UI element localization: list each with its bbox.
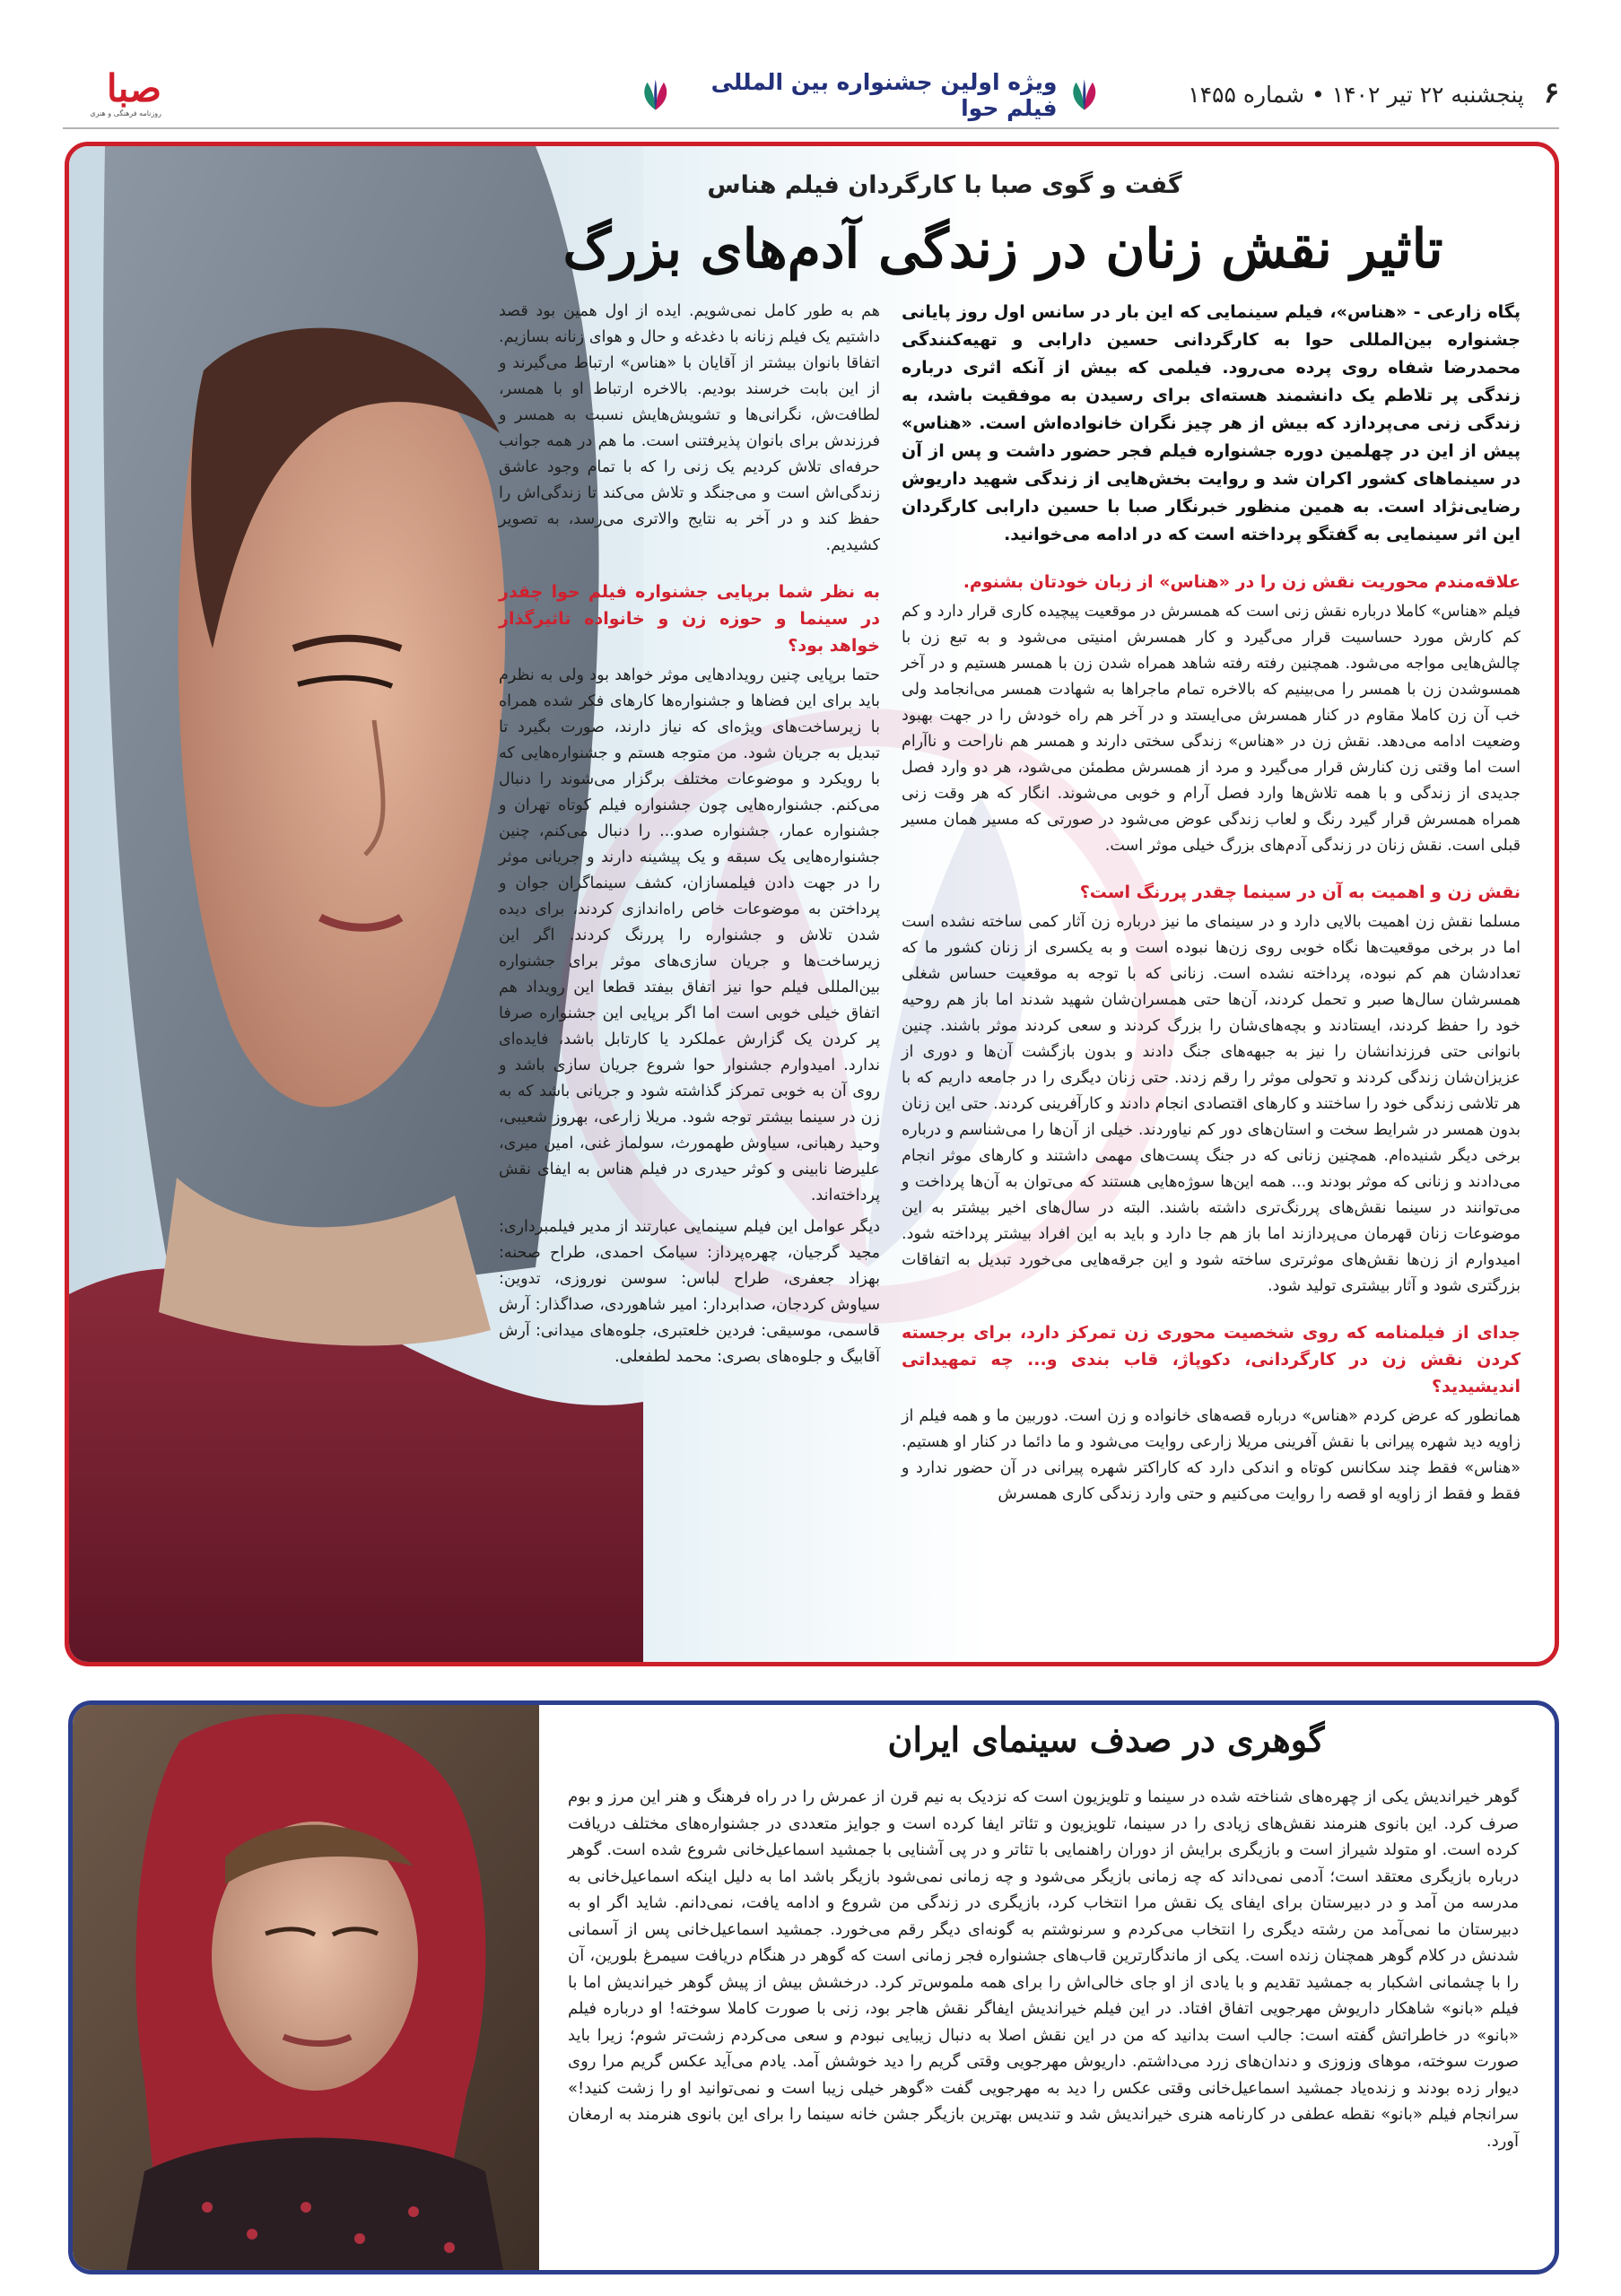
festival-leaf-icon bbox=[1066, 73, 1103, 117]
interview-article bbox=[65, 142, 1559, 1666]
question-2: نقش زن و اهمیت به آن در سینما چقدر پررنگ است؟ bbox=[1079, 883, 1521, 902]
article-headline: تاثیر نقش زنان در زندگی آدم‌های بزرگ bbox=[562, 218, 1443, 281]
answer-4: حتما برپایی چنین رویدادهایی موثر خواهد بود ولی به نظرم باید برای این فضاها و جشنواره‌ها کارهای فکر شده همراه با زیرساخت‌های ویژه‌ای که نیاز دارند، صورت بگیرد تا تبدیل به جریان شود. من متوجه هستم و جشنواره‌هایی که با رویکرد و موضوعات مختلف برگزار می‌شوند را دنبال می‌کنم. جشنواره‌هایی چون جشنواره فیلم کوتاه تهران و جشنواره عمار، جشنواره صدو... را دنبال می‌کنم، چنین جشنواره‌هایی یک سبقه و یک پیشینه دارند و جریانی موثر را در جهت دادن فیلمسازان، کشف سینماگران جوان و پرداختن به موضوعات خاص راه‌اندازی کردند، برای دیده شدن تلاش و جشنواره را پررنگ کردند. اگر این زیرساخت‌ها و جریان سازی‌های موثر برای جشنواره بین‌المللی فیلم حوا نیز اتفاق بیفتد قطعا این رویداد هم اتفاق خیلی خوبی است اما اگر برپایی این جشنواره صرفا پر کردن یک گزارش عملکرد یا کارتابل باشد، فایده‌ای ندارد. امیدوارم جشنوار حوا شروع جریان سازی باشد و روی آن به خوبی تمرکز گذاشته شود و جریانی باشد که به زن در سینما بیشتر توجه شود. مریلا زارعی، بهروز شعیبی، وحید رهبانی، سیاوش طهمورث، سولماز غنی، امین میری، علیرضا نابینی و کوثر حیدری در فیلم هناس به ایفای نقش پرداخته‌اند. bbox=[499, 666, 880, 1205]
issue-info bbox=[1188, 75, 1559, 109]
saba-logo[interactable] bbox=[63, 68, 161, 120]
special-issue-label: ویژه اولین جشنواره بین المللی فیلم حوا bbox=[710, 69, 1058, 121]
article-supertitle: گفت و گوی صبا با کارگردان فیلم هناس bbox=[707, 171, 1182, 199]
sidebar-body: گوهر خیراندیش یکی از چهره‌های شناخته شده در سینما و تلویزیون است که نزدیک به نیم قرن از عمرش را در راه فرهنگ و هنر این مرز و بوم صرف کرد. این بانوی هنرمند نقش‌های زیادی را در سینما، تلویزیون و تئاتر ایفا کرده است و جوایز متعددی در جشنواره‌های مختلف دریافت کرده است. او متولد شیراز است و بازیگری برایش از دوران راهنمایی با تئاتر و در پی آشنایی با جمشید اسماعیل‌خانی شروع شده است. گوهر درباره بازیگری معتقد است؛ آدمی نمی‌داند که چه زمانی بازیگر می‌شود و چه زمانی نمی‌شود بازیگر باشد اما به دلیل اینکه اسماعیل‌خانی به مدرسه من آمد و در دبیرستان برای ایفای یک نقش مرا انتخاب کرد، بازیگری در زندگی من شروع و ادامه یافت، نمی‌دانم. شاید اگر او به دبیرستان ما نمی‌آمد من رشته دیگری را انتخاب می‌کردم و سرنوشتم به گونه‌ای دیگر رقم می‌خورد. جمشید اسماعیل‌خانی پس از آسمانی شدنش در کلام گوهر همچنان زنده است. یکی از ماندگارترین قاب‌های جشنواره فجر زمانی است که گوهر در هنگام دریافت سیمرغ بلورین، آن را با چشمانی اشکبار به جمشید تقدیم و با یادی از او جای خالی‌اش را برای همه ملموس‌تر کرد. درخشش بیش از پیش گوهر خیراندیش اما با فیلم «بانو» شاهکار داریوش مهرجویی اتفاق افتاد. در این فیلم خیراندیش ایفاگر نقش هاجر بود، زنی با صورت کاملا سوخته! او درباره فیلم «بانو» در خاطراتش گفته است: جالب است بدانید که من در این نقش اصلا به دنبال زیبایی نبودم و سعی می‌کردم زشت‌تر شوم؛ زیرا باید صورت سوخته، موهای وزوزی و دندان‌های زرد می‌داشتم. داریوش مهرجویی وقتی گریم را دید خوشش آمد. یادم می‌آید عکس گریم مرا روی دیوار زده بودند و زنده‌یاد جمشید اسماعیل‌خانی وقتی عکس را دید به مهرجویی گفت «گوهر خیلی زیبا است و نمی‌توانید او را زشت کنید!» سرانجام فیلم «بانو» نقطه عطفی در کارنامه هنری خیراندیش شد و تندیس بهترین بازیگر جشن خانه سینما را برای این بانوی هنرمند به ارمغان آورد. bbox=[568, 1787, 1519, 2151]
answer-3: همانطور که عرض کردم «هناس» درباره قصه‌های خانواده و زن است. دوربین ما و همه فیلم از زاویه دید شهره پیرانی با نقش آفرینی مریلا زارعی روایت می‌شود و ما دائما در کنار او هستیم. «هناس» فقط چند سکانس کوتاه و اندکی دارد که کاراکتر شهره پیرانی در آن حضور ندارد و فقط و فقط از زاویه او قصه را روایت می‌کنیم و حتی وارد زندگی کاری همسرش bbox=[902, 1407, 1521, 1503]
profile-sidebar bbox=[68, 1700, 1559, 2274]
logo-subtitle: روزنامه فرهنگی و هنری bbox=[90, 109, 161, 117]
question-4: به نظر شما برپایی جشنواره فیلم حوا چقدر در سینما و حوزه زن و خانواده تاثیرگذار خواهد بود؟ bbox=[499, 582, 880, 656]
logo-wordmark: صبا bbox=[106, 66, 161, 110]
article-column-right bbox=[902, 299, 1521, 1513]
goohar-kheirandish-photo bbox=[73, 1705, 539, 2270]
answer-1: فیلم «هناس» کاملا درباره نقش زنی است که همسرش در موقعیت پیچیده کاری قرار دارد و کم کم کارش مورد حساسیت قرار می‌گیرد و کار همسرش امنیتی می‌شود و به تبع زن با چالش‌هایی مواجه می‌شود. همچنین رفته رفته شاهد همراه شدن زن با همسر هستیم و در آخر همسوشدن زن با همسر را می‌بینیم که بالاخره تمام ماجراها به شهادت همسر می‌انجامد ولی خب آن زن کاملا مقاوم در کنار همسرش می‌ایستد و در آخر هم راه خودش را در جهت بهبود وضعیت ادامه می‌دهد. نقش زن در «هناس» زندگی سختی دارند و همسر هم ناراحت و ناآرام است اما وقتی زن کنارش قرار می‌گیرد و مرد از همسرش مطمئن می‌شود، هر دو وارد فصل جدیدی از زندگی و با همه تلاش‌ها وارد فصل آرام و خوبی می‌شوند. انگار که هر وقت زنی همراه همسرش قرار گیرد رنگ و لعاب زندگی عوض می‌شود در صورتی که مسیر همان مسیر قبلی است. نقش زنان در زندگی آدم‌های بزرگ خیلی موثر است. bbox=[902, 603, 1521, 855]
article-column-middle bbox=[499, 299, 880, 1376]
festival-leaf-icon-2 bbox=[637, 73, 675, 117]
sidebar-title: گوهری در صدف سینمای ایران bbox=[887, 1719, 1325, 1760]
question-1: علاقه‌مندم محوریت نقش زن را در «هناس» از زبان خودتان بشنوم. bbox=[963, 572, 1521, 592]
page-header bbox=[63, 61, 1559, 129]
crew-credits: دیگر عوامل این فیلم سینمایی عبارتند از مدیر فیلمبرداری: مجید گرجیان، چهره‌پرداز: سیامک احمدی، طراح صحنه: بهزاد جعفری، طراح لباس: سوسن نوروزی، تدوین: سیاوش کردجان، صدابردار: امیر شاهوردی، صداگذار: آرش قاسمی، موسیقی: فردین خلعتبری، جلوه‌های میدانی: آرش آقابیگ و جلوه‌های بصری: محمد لطفعلی. bbox=[499, 1218, 880, 1366]
answer-3-continued: هم به طور کامل نمی‌شویم. ایده از اول همین بود قصد داشتیم یک فیلم زنانه با دغدغه و حال و هوای زنانه بسازیم. اتفاقا بانوان بیشتر از آقایان با «هناس» ارتباط می‌گیرند و از این بابت خرسند بودیم. بالاخره ارتباط او با همسر، لطافت‌ش، نگرانی‌ها و تشویش‌هایش نسبت به همسر و فرزندش برای بانوان پذیرفتنی است. ما هم در همه جوانب حرفه‌ای تلاش کردیم یک زنی را که با تمام وجود عاشق زندگی‌اش است و می‌جنگد و تلاش می‌کند تا زندگی‌اش را حفظ کند و در آخر به نتایج والاتری می‌رسد، به تصویر کشیدیم. bbox=[499, 302, 880, 554]
issue-date-line: پنجشنبه ۲۲ تیر ۱۴۰۲ • شماره ۱۴۵۵ bbox=[1188, 82, 1524, 108]
answer-2: مسلما نقش زن اهمیت بالایی دارد و در سینمای ما نیز درباره زن آثار کمی ساخته نشده است اما در برخی موقعیت‌ها نگاه خوبی روی زن‌ها نبوده است و به یکسری از زنان کشور ما که تعدادشان هم کم نبوده، پرداخته نشده است. زنانی که با توجه به موقعیت حساس شغلی همسرشان سال‌ها صبر و تحمل کردند، آن‌ها حتی همسران‌شان شهید شدند اما باز هم روحیه خود را حفظ کردند، ایستادند و بچه‌های‌شان را بزرگ کردند و سعی کردند موثر باشند. چنین بانوانی حتی فرزندانشان را نیز به جبهه‌های جنگ دادند و بدون بازگشت آن‌ها و دوری از عزیزان‌شان زندگی کردند و تحولی موثر را رقم زدند. حتی زنان دیگری را در جامعه داریم که با هر تلاشی زندگی خود را ساختند و کارهای اقتصادی انجام دادند و کارآفرینی کردند. حتی این زنان بدون همسر در شرایط سخت و استان‌های دور کم نیاوردند. خیلی از آن‌ها را می‌شناسم و درباره برخی دیگر شنیده‌ام. همچنین زنانی که در جنگ پست‌های مهمی داشتند و کارهای موثر انجام می‌دادند و زنانی که موثر بودند و... همه این‌ها سوژه‌هایی هستند که می‌توان به آن‌ها پرداخت و می‌توانند در سینما نقش‌های پررنگ‌تری داشته باشند. البته در سال‌های اخیر بیشتر به این موضوعات زنان قهرمان می‌پردازند اما باز هم جا دارد و باید به این افراد بیشتر پرداخته شود. امیدوارم از زن‌ها نقش‌های موثرتری ساخته شود و این جرقه‌هایی می‌خورد تبدیل به اتفاقات بزرگتری شود و آثار بیشتری تولید شود. bbox=[902, 913, 1521, 1295]
question-3: جدای از فیلمنامه که روی شخصیت محوری زن تمرکز دارد، برای برجسته کردن نقش زن در کارگردانی، دکوپاژ، قاب بندی و... چه تمهیداتی اندیشیدید؟ bbox=[902, 1323, 1521, 1396]
festival-banner bbox=[637, 70, 1103, 120]
article-lead: پگاه زارعی - «هناس»، فیلم سینمایی که این بار در سانس اول روز پایانی جشنواره بین‌المللی حوا به کارگردانی حسین دارابی و تهیه‌کنندگی محمدرضا شفاه روی پرده می‌رود. فیلمی که بیش از آنکه اثری درباره زندگی پر تلاطم یک دانشمند هسته‌ای برای رسیدن به موفقیت باشد، به زندگی زنی می‌پردازد که بیش از هر چیز نگران خانواده‌اش است. «هناس» پیش از این در چهلمین دوره جشنواره فیلم فجر حضور داشت و پس از آن در سینماهای کشور اکران شد و روایت بخش‌هایی از زندگی شهید داریوش رضایی‌نژاد است. به همین منظور خبرنگار صبا با حسین دارابی کارگردان این اثر سینمایی به گفتگو پرداخته است که در ادامه می‌خوانید. bbox=[902, 302, 1521, 544]
page-number: ۶ bbox=[1543, 75, 1559, 109]
